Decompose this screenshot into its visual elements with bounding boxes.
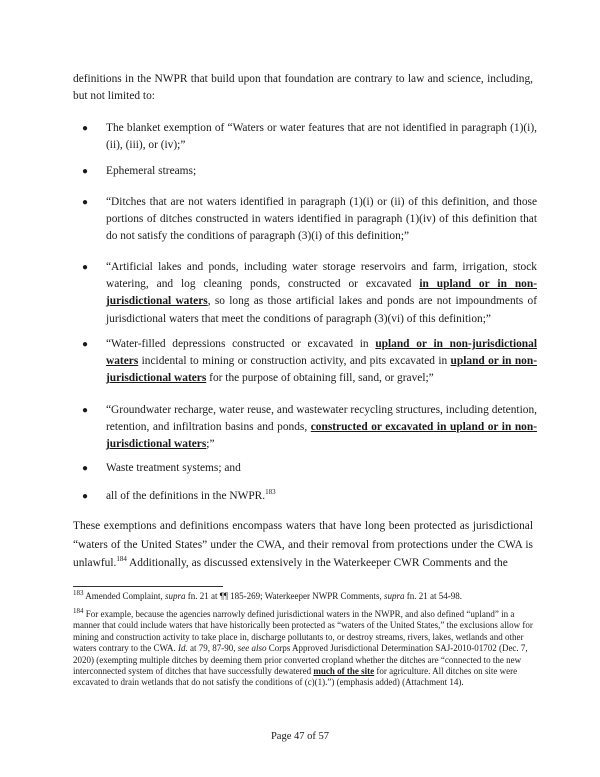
bullet-dot: ● bbox=[82, 463, 89, 474]
emphasis-text: constructed or excavated in upland or in non-jurisdictional waters bbox=[106, 421, 537, 451]
bullet-item bbox=[82, 120, 537, 154]
bullet-dot: ● bbox=[82, 166, 89, 177]
bullet-text: “Groundwater recharge, water reuse, and wastewater recycling structures, including detention, retention, and infiltration basins and ponds, constructed or excavated in upland or in non-jurisdictional waters;” bbox=[106, 404, 537, 451]
bullet-dot: ● bbox=[82, 262, 89, 273]
emphasis-text: upland or in non-jurisdictional waters bbox=[106, 338, 538, 368]
bullet-dot: ● bbox=[82, 197, 89, 208]
bullet-dot: ● bbox=[82, 491, 89, 502]
bullet-text: “Artificial lakes and ponds, including water storage reservoirs and farm, irrigation, stock watering, and log cleaning ponds, constructed or excavated in upland or in non-jurisdictional waters, so long as those artificial lakes and ponds are not impoundments of jurisdictional waters that meet the conditions of paragraph (3)(vi) of this definition;” bbox=[106, 261, 538, 325]
bullet-dot: ● bbox=[82, 405, 89, 416]
bullet-item bbox=[82, 336, 537, 388]
bullet-item bbox=[82, 163, 537, 180]
bullet-text: “Water-filled depressions constructed or excavated in upland or in non-jurisdictional waters incidental to mining or construction activity, and pits excavated in upland or in non-jurisdictional waters for the purpose of obtaining fill, sand, or gravel;” bbox=[106, 338, 538, 385]
intro-paragraph: definitions in the NWPR that build upon that foundation are contrary to law and science, including, but not limited to: bbox=[73, 73, 533, 102]
bullet-dot: ● bbox=[82, 123, 89, 134]
footnote-ref[interactable]: 184 bbox=[116, 555, 127, 564]
bullet-text: Ephemeral streams; bbox=[106, 165, 197, 177]
emphasis-text: in upland or in non-jurisdictional waters bbox=[106, 278, 538, 308]
footnote-184: $^{184}$ For example, because the agencies narrowly defined jurisdictional waters in the NWPR, and also defined “upland” in a manner that could include waters that have historically been protected as “waters of the United States,” the exclusions allow for mining and construction activity to take place in, discharge pollutants to, or destroy streams, rivers, lakes, wetlands and other waters contrary to the CWA. Id. at 79, 87-90, see also Corps Approved Jurisdictional Determination SAJ-2010-01702 (Dec. 7, 2020) (exempting multiple ditches by deeming them prior converted cropland whether the ditches are “connected to the new interconnected system of ditches that have successfully dewatered much of the site for agriculture. All ditches on site were excavated to drain wetlands that do not satisfy the conditions of (c)(1).”) (emphasis added) (Attachment 14). bbox=[73, 607, 533, 688]
bullet-text: all of the definitions in the NWPR.$^{183}$ bbox=[106, 488, 276, 502]
footnote-divider bbox=[73, 586, 223, 587]
bullet-item bbox=[82, 402, 537, 454]
footnote-183: $^{183}$ Amended Complaint, supra fn. 21 at ¶¶ 185-269; Waterkeeper NWPR Comments, supra fn. 21 at 54-98. bbox=[73, 589, 463, 601]
bullet-item bbox=[82, 488, 537, 505]
emphasis-text: much of the site bbox=[313, 666, 375, 677]
bullet-dot: ● bbox=[82, 339, 89, 350]
bullet-text: The blanket exemption of “Waters or water features that are not identified in paragraph (1)(i), (ii), (iii), or (iv);” bbox=[106, 122, 537, 152]
bullet-item bbox=[82, 460, 537, 477]
emphasis-text: upland or in non-jurisdictional waters bbox=[106, 355, 538, 385]
bullet-text: Waste treatment systems; and bbox=[106, 462, 241, 474]
page-number: Page 47 of 57 bbox=[270, 731, 330, 742]
bullet-text: “Ditches that are not waters identified in paragraph (1)(i) or (ii) of this definition, and those portions of ditches constructed in waters identified in paragraph (1)(iv) of this definition that do not satisfy the conditions of paragraph (3)(i) of this definition;” bbox=[106, 196, 537, 243]
closing-paragraph: These exemptions and definitions encompass waters that have long been protected as jurisdictional “waters of the United States” under the CWA, and their removal from protections under the CWA is unlawful.$^{184}$ Additionally, as discussed extensively in the Waterkeeper CWR Comments and the bbox=[73, 520, 533, 569]
footnote-ref[interactable]: 183 bbox=[265, 488, 276, 497]
bullet-item bbox=[82, 194, 537, 246]
bullet-item bbox=[82, 259, 537, 328]
